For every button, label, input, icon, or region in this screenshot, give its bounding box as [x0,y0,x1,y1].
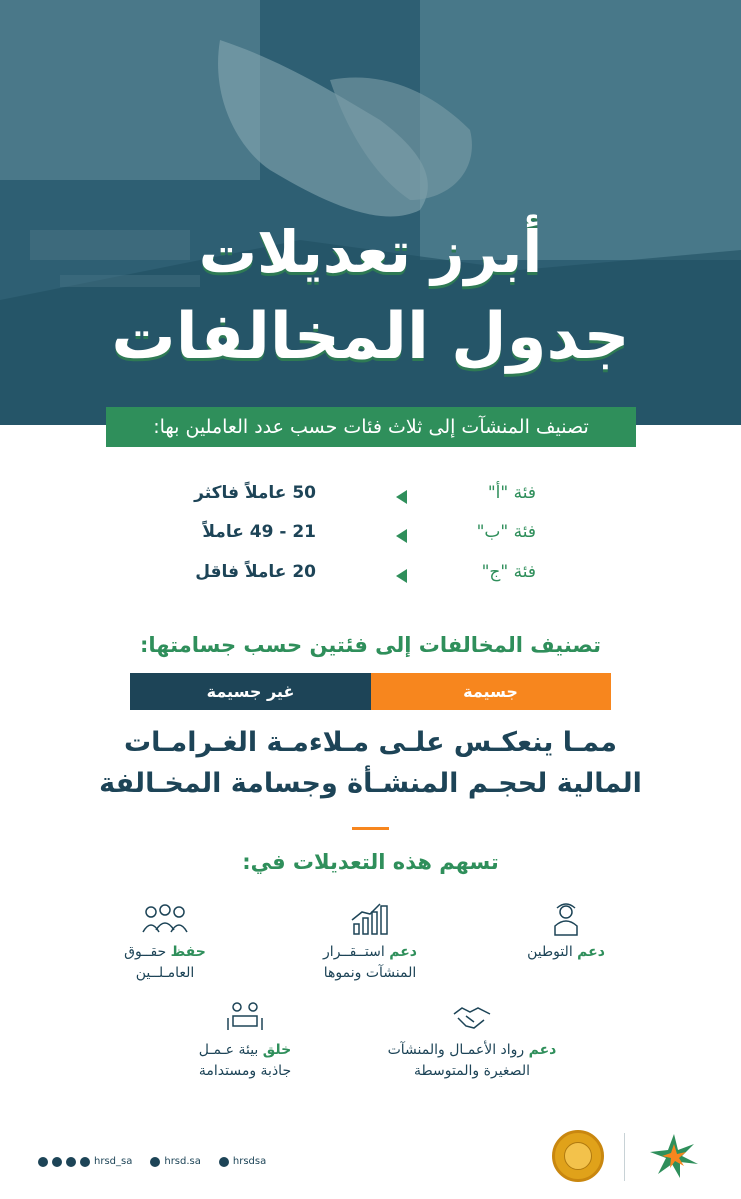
benefit-text-line2: العامـلــين [135,965,195,981]
benefit-work-environment [180,1000,310,1082]
classification-banner: تصنيف المنشآت إلى ثلاث فئات حسب عدد العاملين بها: [106,407,636,447]
social-handles [38,1156,280,1167]
reflect-line1: ممـا ينعكـس علـى مـلاءمـة الغـرامـات [124,727,617,758]
benefit-text: رواد الأعمـال والمنشآت [387,1042,525,1058]
instagram-icon[interactable] [80,1157,90,1167]
arrow-left-icon [396,529,407,543]
category-value: 20 عاملاً فاقل [195,562,316,582]
benefit-verb: دعم [389,944,417,960]
hero-banner [0,0,741,425]
arrow-left-icon [396,490,407,504]
benefit-text-line2: جاذبة ومستدامة [198,1063,292,1079]
growth-chart-icon [350,902,390,936]
benefit-verb: دعم [528,1042,557,1058]
person-icon [551,902,581,936]
meeting-icon [225,1000,265,1034]
serious-violation-box: جسيمة [370,673,611,710]
ministry-logo [644,1130,704,1182]
benefit-text: بيئة عـمـل [198,1042,259,1058]
non-serious-violation-box: غير جسيمة [130,673,371,710]
benefit-localization [506,902,626,963]
category-value: 50 عاملاً فاكثر [194,483,316,503]
benefits-title: تسهم هذه التعديلات في: [242,850,499,874]
divider [624,1133,625,1181]
hero-title-line1: أبرز تعديلات [198,218,543,286]
snapchat-icon[interactable] [52,1157,62,1167]
benefit-verb: خلق [262,1042,292,1058]
violations-title: تصنيف المخالفات إلى فئتين حسب جسامتها: [140,633,601,657]
benefit-text: التوطين [527,944,573,960]
hero-title-line2: جدول المخالفات [111,300,630,374]
youtube-icon[interactable] [219,1157,229,1167]
reflect-line2: المالية لحجـم المنشـأة وجسامة المخـالفة [99,768,642,799]
benefit-text: حقــوق [124,944,167,960]
divider [352,827,389,830]
social-handle[interactable]: hrsdsa [232,1156,267,1167]
facebook-icon[interactable] [66,1157,76,1167]
benefit-entrepreneurs [372,1000,572,1082]
group-icon [141,902,189,936]
benefit-text: استــقــرار [323,944,385,960]
category-row [0,522,741,552]
benefit-verb: حفظ [170,944,206,960]
category-value: 21 - 49 عاملاً [202,522,316,542]
benefit-text-line2: الصغيرة والمتوسطة [414,1063,530,1079]
social-handle[interactable]: hrsd.sa [164,1156,201,1167]
category-row [0,483,741,513]
category-row [0,562,741,592]
category-label: فئة "ج" [481,562,536,582]
category-label: فئة "ب" [476,522,536,542]
x-icon[interactable] [38,1157,48,1167]
benefit-text-line2: المنشآت ونموها [323,965,417,981]
benefit-stability [300,902,440,984]
benefit-workers-rights [100,902,230,984]
arrow-left-icon [396,569,407,583]
social-handle[interactable]: hrsd_sa [94,1156,133,1167]
tiktok-icon[interactable] [150,1157,160,1167]
handshake-icon [452,1000,492,1034]
category-label: فئة "أ" [487,483,536,503]
seal-logo [552,1130,604,1182]
benefit-verb: دعم [577,944,605,960]
